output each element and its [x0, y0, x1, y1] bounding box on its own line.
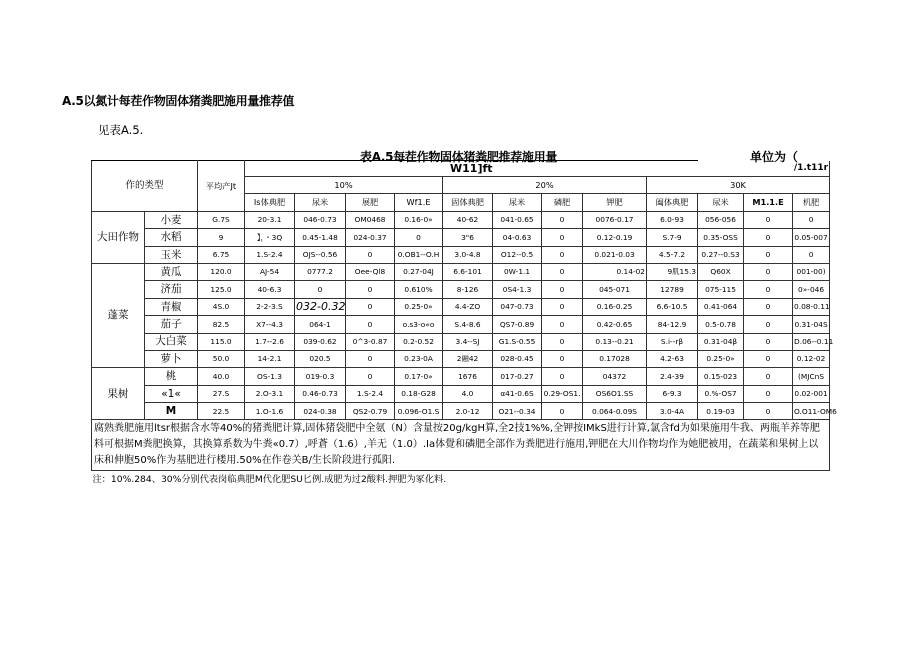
value-cell: 0 [346, 316, 395, 333]
value-cell: 0.18-G28 [395, 385, 443, 402]
value-cell: (MJCnS [793, 368, 830, 385]
value-cell: QS2-0.79 [346, 403, 395, 420]
value-cell: 3"6 [443, 229, 493, 246]
value-cell: 4.2-63 [647, 350, 698, 367]
yield-cell: G.7S [198, 211, 245, 228]
value-cell: 0.41-064 [698, 298, 744, 315]
yield-cell: 27.S [198, 385, 245, 402]
column-header-twenty-3: 磷肥 [542, 194, 583, 211]
table-row [92, 368, 830, 385]
value-cell: 0076-0.17 [583, 211, 647, 228]
table-row [92, 263, 830, 280]
value-cell: OS6O1.SS [583, 385, 647, 402]
value-cell: X7--4.3 [245, 316, 295, 333]
value-cell: S.4-8.6 [443, 316, 493, 333]
value-cell: 019-0.3 [295, 368, 346, 385]
value-cell: 0.31-04S [793, 316, 830, 333]
value-cell: 0 [542, 350, 583, 367]
column-header-ten-4: Wf1.E [395, 194, 443, 211]
value-cell: 0 [744, 281, 793, 298]
value-cell: 4.5-7.2 [647, 246, 698, 263]
value-cell: O21--0.34 [493, 403, 542, 420]
value-cell: 0.12-0.19 [583, 229, 647, 246]
ratio-30-header: 30K [647, 177, 830, 194]
value-cell: 0.25-0» [698, 350, 744, 367]
value-cell: 024-0.37 [346, 229, 395, 246]
value-cell: 0 [542, 211, 583, 228]
value-cell: 0.064-0.09S [583, 403, 647, 420]
value-cell: 064-1 [295, 316, 346, 333]
crop-name: 水稻 [145, 229, 198, 246]
value-cell: 0.42-0.65 [583, 316, 647, 333]
value-cell: 84-12.9 [647, 316, 698, 333]
value-cell: 1.7--2.6 [245, 333, 295, 350]
yield-cell: 40.0 [198, 368, 245, 385]
value-cell: 6-9.3 [647, 385, 698, 402]
value-cell: 0.096-O1.S [395, 403, 443, 420]
value-cell: 0 [295, 281, 346, 298]
value-cell: 039-0.62 [295, 333, 346, 350]
value-cell: 041-0.65 [493, 211, 542, 228]
value-cell: 0 [744, 298, 793, 315]
value-cell: 0W-1.1 [493, 263, 542, 280]
crop-name: 玉米 [145, 246, 198, 263]
value-cell: D.06--0.11 [793, 333, 830, 350]
crop-name: 萝卜 [145, 350, 198, 367]
value-cell: 0.13--0.21 [583, 333, 647, 350]
value-cell: 0 [793, 246, 830, 263]
value-cell: 0.16-0» [395, 211, 443, 228]
value-cell: 0.29-OS1. [542, 385, 583, 402]
value-cell: 0 [793, 211, 830, 228]
crop-name: 茄子 [145, 316, 198, 333]
value-cell: 0 [744, 368, 793, 385]
value-cell: G1.S-0.55 [493, 333, 542, 350]
crop-name: 小麦 [145, 211, 198, 228]
column-header-thirty-3: M1.1.E [744, 194, 793, 211]
value-cell: 0 [542, 316, 583, 333]
value-cell: 0S4-1.3 [493, 281, 542, 298]
value-cell: 2-2-3.S [245, 298, 295, 315]
crop-name: 大白菜 [145, 333, 198, 350]
value-cell: 0.17-0» [395, 368, 443, 385]
value-cell: OJS--0.56 [295, 246, 346, 263]
crop-name: 济茄 [145, 281, 198, 298]
value-cell: 0.35-OSS [698, 229, 744, 246]
value-cell: 0.46-0.73 [295, 385, 346, 402]
value-cell: 0 [542, 246, 583, 263]
table-row [92, 333, 830, 350]
value-cell: 0.27--0.S3 [698, 246, 744, 263]
yield-cell: 22.5 [198, 403, 245, 420]
table-row [92, 229, 830, 246]
value-cell: 0 [744, 403, 793, 420]
value-cell: 0^3-0.87 [346, 333, 395, 350]
column-header-twenty-4: 钾肥 [583, 194, 647, 211]
value-cell: 2.0-12 [443, 403, 493, 420]
value-cell: QS7-0.89 [493, 316, 542, 333]
value-cell: 0 [346, 298, 395, 315]
value-cell: 20-3.1 [245, 211, 295, 228]
unit-sub-label: /1.t11r [698, 161, 830, 177]
value-cell: 9肌15.3 [647, 263, 698, 280]
value-cell: S.7-9 [647, 229, 698, 246]
value-cell: Oee-Ql8 [346, 263, 395, 280]
yield-cell: 9 [198, 229, 245, 246]
value-cell: 047-0.73 [493, 298, 542, 315]
value-cell: 032-0.32 [295, 298, 346, 315]
yield-cell: 6.75 [198, 246, 245, 263]
value-cell: 0.25-0» [395, 298, 443, 315]
crop-name: M [145, 403, 198, 420]
value-cell: 017-0.27 [493, 368, 542, 385]
value-cell: 045-071 [583, 281, 647, 298]
value-cell: 0 [542, 263, 583, 280]
value-cell: 0.14-02 [583, 263, 647, 280]
value-cell: 4.4-ZO [443, 298, 493, 315]
value-cell: 6.6-101 [443, 263, 493, 280]
value-cell: 0.45-1.48 [295, 229, 346, 246]
value-cell: 1.S-2.4 [346, 385, 395, 402]
crop-group-label: 大田作物 [92, 211, 145, 263]
column-header-ten-1: Is体典肥 [245, 194, 295, 211]
fertilizer-table [91, 160, 837, 487]
column-header-thirty-4: 机肥 [793, 194, 830, 211]
crop-name: «1« [145, 385, 198, 402]
value-cell: 0.12-02 [793, 350, 830, 367]
value-cell: 0.05-007 [793, 229, 830, 246]
value-cell: 3.0-4.8 [443, 246, 493, 263]
see-table-text: 见表A.5. [98, 123, 144, 137]
table-row [92, 246, 830, 263]
value-cell: 0.16-0.25 [583, 298, 647, 315]
column-header-ten-2: 尿米 [295, 194, 346, 211]
value-cell: 0 [542, 281, 583, 298]
value-cell: S.i--rβ [647, 333, 698, 350]
value-cell: 0 [744, 333, 793, 350]
value-cell: 0 [744, 211, 793, 228]
value-cell: 1676 [443, 368, 493, 385]
value-cell: 0.23-0A [395, 350, 443, 367]
value-cell: 14-2.1 [245, 350, 295, 367]
unit-label: 单位为（ [750, 150, 799, 164]
value-cell: 0 [744, 229, 793, 246]
column-header-ten-3: 展肥 [346, 194, 395, 211]
value-cell: 0.15-023 [698, 368, 744, 385]
value-cell: 12789 [647, 281, 698, 298]
avg-yield-header: 平均产Jt [198, 161, 245, 212]
table-title: 表A.5每茬作物固体猪粪肥推荐施用量 [360, 150, 558, 164]
yield-cell: 125.0 [198, 281, 245, 298]
fertilizer-group-header: W11]ft [245, 161, 698, 177]
value-cell: α41-0.6S [493, 385, 542, 402]
value-cell: 04372 [583, 368, 647, 385]
value-cell: 04-0.63 [493, 229, 542, 246]
value-cell: 024-0.38 [295, 403, 346, 420]
value-cell: 0 [346, 281, 395, 298]
value-cell: 0 [346, 246, 395, 263]
table-row [92, 211, 830, 228]
value-cell: 028-0.45 [493, 350, 542, 367]
value-cell: 0 [346, 350, 395, 367]
ratio-20-header: 20% [443, 177, 647, 194]
value-cell: OM0468 [346, 211, 395, 228]
column-header-twenty-2: 尿米 [493, 194, 542, 211]
value-cell: 056-056 [698, 211, 744, 228]
value-cell: 3.0-4A [647, 403, 698, 420]
value-cell: o.s3-o«o [395, 316, 443, 333]
value-cell: 0 [542, 368, 583, 385]
value-cell: 0.021-0.03 [583, 246, 647, 263]
column-header-thirty-2: 尿米 [698, 194, 744, 211]
column-header-twenty-1: 固体典肥 [443, 194, 493, 211]
value-cell: 0.OB1--O.H [395, 246, 443, 263]
yield-cell: 4S.0 [198, 298, 245, 315]
crop-group-label: 果树 [92, 368, 145, 420]
value-cell: 0 [542, 298, 583, 315]
crop-name: 黄瓜 [145, 263, 198, 280]
value-cell: AJ-54 [245, 263, 295, 280]
table-row [92, 316, 830, 333]
value-cell: 6.6-10.5 [647, 298, 698, 315]
value-cell: 0 [395, 229, 443, 246]
value-cell: O12--0.5 [493, 246, 542, 263]
yield-cell: 115.0 [198, 333, 245, 350]
value-cell: 8-126 [443, 281, 493, 298]
table-row [92, 403, 830, 420]
section-heading: A.5以氮计每茬作物固体猪粪肥施用量推荐值 [62, 94, 295, 108]
value-cell: 0 [744, 246, 793, 263]
value-cell: 0.31-04β [698, 333, 744, 350]
table-row [92, 298, 830, 315]
value-cell: 075-115 [698, 281, 744, 298]
value-cell: 0 [744, 385, 793, 402]
value-cell: 0.08-0.11 [793, 298, 830, 315]
crop-type-header: 作的类型 [92, 161, 198, 212]
value-cell: 0777.2 [295, 263, 346, 280]
value-cell: 3.4--SJ [443, 333, 493, 350]
value-cell: 0 [744, 316, 793, 333]
value-cell: 0»-046 [793, 281, 830, 298]
value-cell: 4.0 [443, 385, 493, 402]
yield-cell: 120.0 [198, 263, 245, 280]
value-cell: 0 [346, 368, 395, 385]
value-cell: 1.S-2.4 [245, 246, 295, 263]
column-header-thirty-1: 阖体典肥 [647, 194, 698, 211]
value-cell: O.O11-OM6 [793, 403, 830, 420]
value-cell: 40-62 [443, 211, 493, 228]
table-row [92, 385, 830, 402]
value-cell: 40-6.3 [245, 281, 295, 298]
value-cell: 001-00) [793, 263, 830, 280]
value-cell: 0 [542, 403, 583, 420]
value-cell: OS-1.3 [245, 368, 295, 385]
value-cell: 020.5 [295, 350, 346, 367]
crop-name: 桃 [145, 368, 198, 385]
value-cell: 0.27-04J [395, 263, 443, 280]
value-cell: 0 [744, 263, 793, 280]
ratio-10-header: 10% [245, 177, 443, 194]
value-cell: 0.17028 [583, 350, 647, 367]
value-cell: 0.610% [395, 281, 443, 298]
value-cell: 1.O-1.6 [245, 403, 295, 420]
value-cell: 0.19-03 [698, 403, 744, 420]
value-cell: 0 [542, 333, 583, 350]
value-cell: 2融42 [443, 350, 493, 367]
value-cell: 0.%-OS7 [698, 385, 744, 402]
value-cell: 】，・3Q [245, 229, 295, 246]
yield-cell: 50.0 [198, 350, 245, 367]
table-note-main: 腐熟粪肥施用ltsr根据含水等40%的猪粪肥计算,固体猪袋肥中全氨（N）含量按20g/kgH算,全2技1%%,全钾按IMkS进行计算,氯含fd为如果施用牛我、两瓶羊养等肥料可根据M粪肥换算，其换算系数为牛粪«0.7）,呼蒼（1.6）,羊无（1.0）.Ia体覺和磷肥全部作为粪肥进行施用,钾肥在大川作物均作为她肥被用，在蔬菜和果树上以床和伸胞50%作为基肥进行楼用.50%在作卷关B/生长阶段进行孤阳. [92, 420, 830, 471]
value-cell: 0.2-0.52 [395, 333, 443, 350]
crop-name: 青椒 [145, 298, 198, 315]
value-cell: Q60X [698, 263, 744, 280]
value-cell: 2.O-3.1 [245, 385, 295, 402]
table-row [92, 350, 830, 367]
value-cell: 0.02-001 [793, 385, 830, 402]
value-cell: 046-0.73 [295, 211, 346, 228]
crop-group-label: 蓬菜 [92, 263, 145, 367]
value-cell: 2.4-39 [647, 368, 698, 385]
value-cell: 0 [744, 350, 793, 367]
value-cell: 0.5-0.78 [698, 316, 744, 333]
table-row [92, 281, 830, 298]
value-cell: 0 [542, 229, 583, 246]
value-cell: 6.0-93 [647, 211, 698, 228]
yield-cell: 82.5 [198, 316, 245, 333]
table-note-footer: 注：10%.284、30%分别代表岗临典肥M代化肥SU匕例.成肥为过2酸料.押肥为冢化料. [92, 471, 830, 488]
